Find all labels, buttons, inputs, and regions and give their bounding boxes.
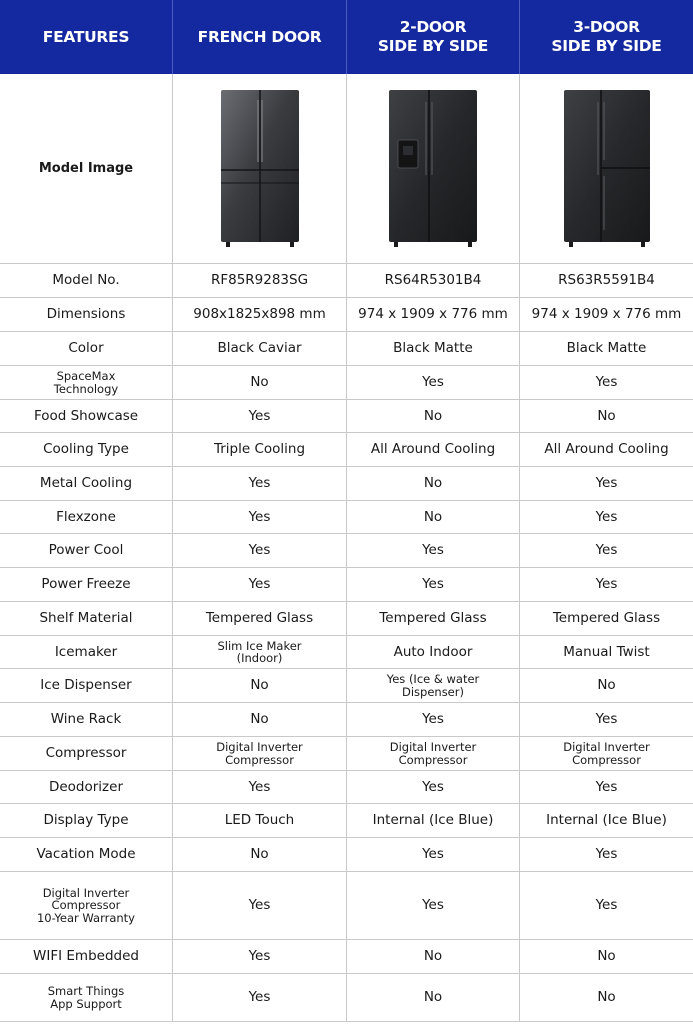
table-cell: All Around Cooling [520, 433, 693, 467]
table-cell: 908x1825x898 mm [173, 298, 347, 332]
table-cell: Digital Inverter Compressor [173, 737, 347, 771]
table-cell: Yes (Ice & water Dispenser) [347, 669, 520, 703]
table-cell: LED Touch [173, 804, 347, 838]
table-cell: Yes [173, 467, 347, 501]
feature-label: Compressor [0, 737, 173, 771]
table-cell: Yes [520, 366, 693, 400]
header-french-door: FRENCH DOOR [173, 0, 347, 74]
table-cell: Black Caviar [173, 332, 347, 366]
feature-label: Shelf Material [0, 602, 173, 636]
table-cell: Yes [347, 838, 520, 872]
table-cell: Yes [173, 501, 347, 534]
table-cell: Yes [520, 872, 693, 940]
table-cell: No [347, 501, 520, 534]
table-cell: Yes [347, 568, 520, 602]
table-cell: No [173, 669, 347, 703]
table-cell: RF85R9283SG [173, 264, 347, 298]
table-cell: Yes [347, 872, 520, 940]
table-cell: No [520, 940, 693, 974]
table-cell: Yes [347, 771, 520, 804]
table-cell: Yes [520, 838, 693, 872]
table-cell: No [347, 974, 520, 1022]
table-cell: Yes [347, 534, 520, 568]
table-cell: Internal (Ice Blue) [347, 804, 520, 838]
table-cell: No [347, 400, 520, 433]
table-cell: Yes [520, 703, 693, 737]
french-door-fridge-icon [173, 74, 347, 264]
table-cell: No [173, 838, 347, 872]
table-cell: Auto Indoor [347, 636, 520, 669]
table-cell: Yes [173, 872, 347, 940]
feature-label: Metal Cooling [0, 467, 173, 501]
table-cell: Yes [347, 366, 520, 400]
header-3-door: 3-DOOR SIDE BY SIDE [520, 0, 693, 74]
feature-label: Flexzone [0, 501, 173, 534]
table-cell: Internal (Ice Blue) [520, 804, 693, 838]
table-cell: No [173, 703, 347, 737]
table-cell: Tempered Glass [520, 602, 693, 636]
feature-label: Wine Rack [0, 703, 173, 737]
table-cell: Yes [173, 534, 347, 568]
table-cell: Yes [173, 940, 347, 974]
table-cell: No [520, 400, 693, 433]
feature-label: Power Freeze [0, 568, 173, 602]
table-cell: Tempered Glass [347, 602, 520, 636]
header-features: FEATURES [0, 0, 173, 74]
feature-label: Smart Things App Support [0, 974, 173, 1022]
feature-label: SpaceMax Technology [0, 366, 173, 400]
feature-label: Color [0, 332, 173, 366]
feature-label: WIFI Embedded [0, 940, 173, 974]
table-cell: Black Matte [347, 332, 520, 366]
table-cell: 974 x 1909 x 776 mm [347, 298, 520, 332]
table-cell: Triple Cooling [173, 433, 347, 467]
table-cell: Yes [173, 771, 347, 804]
table-cell: Black Matte [520, 332, 693, 366]
model-image-label: Model Image [0, 74, 173, 264]
feature-label: Digital Inverter Compressor 10-Year Warranty [0, 872, 173, 940]
table-cell: All Around Cooling [347, 433, 520, 467]
table-cell: Digital Inverter Compressor [520, 737, 693, 771]
table-cell: Yes [173, 568, 347, 602]
table-cell: No [347, 467, 520, 501]
feature-label: Ice Dispenser [0, 669, 173, 703]
feature-label: Icemaker [0, 636, 173, 669]
feature-label: Model No. [0, 264, 173, 298]
table-cell: Manual Twist [520, 636, 693, 669]
table-cell: RS63R5591B4 [520, 264, 693, 298]
feature-label: Food Showcase [0, 400, 173, 433]
feature-label: Dimensions [0, 298, 173, 332]
table-cell: 974 x 1909 x 776 mm [520, 298, 693, 332]
feature-label: Vacation Mode [0, 838, 173, 872]
feature-label: Cooling Type [0, 433, 173, 467]
table-cell: Yes [347, 703, 520, 737]
table-cell: Yes [520, 501, 693, 534]
table-cell: Yes [520, 771, 693, 804]
table-cell: Yes [173, 400, 347, 433]
table-cell: Digital Inverter Compressor [347, 737, 520, 771]
table-cell: RS64R5301B4 [347, 264, 520, 298]
table-cell: Yes [520, 467, 693, 501]
feature-label: Power Cool [0, 534, 173, 568]
table-cell: Yes [173, 974, 347, 1022]
three-door-side-by-side-fridge-icon [520, 74, 693, 264]
table-cell: No [347, 940, 520, 974]
table-cell: No [520, 974, 693, 1022]
table-cell: Yes [520, 534, 693, 568]
header-2-door: 2-DOOR SIDE BY SIDE [347, 0, 520, 74]
table-cell: Slim Ice Maker (Indoor) [173, 636, 347, 669]
table-cell: No [173, 366, 347, 400]
table-cell: Tempered Glass [173, 602, 347, 636]
table-cell: No [520, 669, 693, 703]
side-by-side-dispenser-fridge-icon [347, 74, 520, 264]
table-cell: Yes [520, 568, 693, 602]
feature-label: Deodorizer [0, 771, 173, 804]
feature-label: Display Type [0, 804, 173, 838]
